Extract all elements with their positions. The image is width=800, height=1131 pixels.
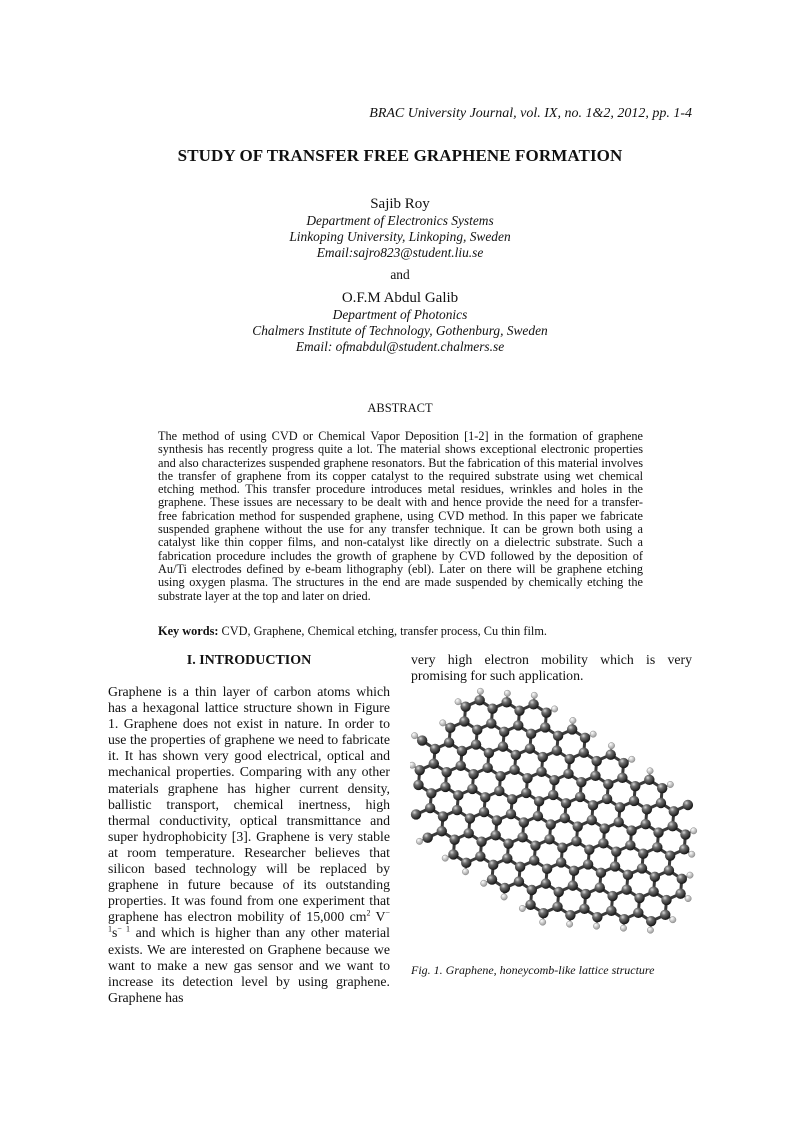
carbon-atom [445, 723, 455, 733]
carbon-atom [498, 741, 508, 751]
carbon-atom [587, 815, 597, 825]
carbon-atom [495, 771, 505, 781]
hydrogen-atom [410, 762, 415, 768]
carbon-atom [615, 802, 625, 812]
carbon-atom [415, 765, 425, 775]
hydrogen-atom [566, 921, 572, 927]
carbon-atom [460, 701, 470, 711]
carbon-atom [667, 821, 677, 831]
author-name-1: Sajib Roy [370, 196, 430, 212]
carbon-atom [533, 811, 543, 821]
carbon-atom [486, 718, 496, 728]
carbon-atom [484, 748, 494, 758]
carbon-atom [426, 788, 436, 798]
hydrogen-atom [690, 828, 696, 834]
carbon-atom [553, 731, 563, 741]
carbon-atom [642, 804, 652, 814]
carbon-atom [650, 872, 660, 882]
carbon-atom [546, 819, 556, 829]
carbon-atom [471, 739, 481, 749]
carbon-atom [683, 800, 693, 810]
carbon-atom [567, 724, 577, 734]
carbon-atom [457, 746, 467, 756]
carbon-atom [648, 886, 658, 896]
carbon-atom [429, 759, 439, 769]
carbon-atom [588, 800, 598, 810]
hydrogen-atom [685, 895, 691, 901]
unit-exponent-v: − 1 [108, 908, 391, 934]
graphene-lattice-figure [410, 686, 698, 956]
carbon-atom [517, 832, 527, 842]
carbon-atom [492, 815, 502, 825]
carbon-atom [610, 861, 620, 871]
carbon-atom [452, 805, 462, 815]
keywords-label: Key words: [158, 624, 219, 638]
carbon-atom [527, 885, 537, 895]
carbon-atom [626, 825, 636, 835]
carbon-atom [637, 863, 647, 873]
carbon-atom [561, 798, 571, 808]
hydrogen-atom [481, 880, 487, 886]
carbon-atom [541, 707, 551, 717]
carbon-atom [579, 747, 589, 757]
carbon-atom [502, 853, 512, 863]
author-email-2: Email: ofmabdul@student.chalmers.se [295, 339, 505, 354]
carbon-atom [596, 868, 606, 878]
intro-text-part2: and which is higher than any other material exists. We are interested on Graphene because we want to make a new gas sensor and we want to increase its detection level by using graphene. Graphene has [108, 925, 391, 1005]
carbon-atom [479, 807, 489, 817]
carbon-atom [646, 916, 656, 926]
carbon-atom [441, 767, 451, 777]
carbon-atom [487, 874, 497, 884]
unit-v: V [370, 909, 386, 925]
hydrogen-atom [416, 838, 422, 844]
carbon-atom [665, 851, 675, 861]
carbon-atom [607, 891, 617, 901]
hydrogen-atom [477, 688, 483, 694]
intro-text-part1: Graphene is a thin layer of carbon atoms which has a hexagonal lattice structure shown in Figure 1. Graphene does not exist in nature. In order to use the properties of graphene we need to fabricate it. It has shown very good electrical, optical and mechanical properties. Comparing with any other materials graphene has higher current density, ballistic transport, chemical inertness, high thermal conductivity, optical transmittance and super hydrophobicity [3]. Graphene is very stable at room temperature. Researcher believes that silicon based technology will be replaced by graphene in future because of its outstanding properties. It was found from one experiment that graphene has electron mobility of 15,000 cm [108, 684, 390, 925]
carbon-atom [430, 744, 440, 754]
author-dept-2: Department of Photonics [332, 307, 468, 322]
carbon-atom [580, 889, 590, 899]
hydrogen-atom [455, 699, 461, 705]
unit-exponent-s: − 1 [117, 924, 131, 934]
carbon-atom [538, 752, 548, 762]
carbon-atom [571, 836, 581, 846]
carbon-atom [568, 880, 578, 890]
carbon-atom [598, 838, 608, 848]
intro-column-left [108, 684, 390, 1006]
carbon-atom [468, 769, 478, 779]
carbon-atom [619, 914, 629, 924]
carbon-atom [528, 699, 538, 709]
carbon-atom [511, 750, 521, 760]
carbon-atom [526, 729, 536, 739]
carbon-atom [552, 902, 562, 912]
carbon-atom [459, 716, 469, 726]
carbon-atom [630, 781, 640, 791]
carbon-atom [513, 720, 523, 730]
hydrogen-atom [411, 732, 417, 738]
carbon-atom [669, 806, 679, 816]
carbon-atom [640, 819, 650, 829]
carbon-atom [538, 908, 548, 918]
carbon-atom [575, 792, 585, 802]
author-institution-2: Chalmers Institute of Technology, Gothenburg, Sweden [252, 323, 548, 338]
carbon-atom [440, 782, 450, 792]
carbon-atom [560, 813, 570, 823]
carbon-atom [515, 862, 525, 872]
carbon-atom [521, 788, 531, 798]
carbon-atom [549, 775, 559, 785]
carbon-atom [656, 798, 666, 808]
carbon-atom [680, 829, 690, 839]
carbon-atom [576, 777, 586, 787]
carbon-atom [464, 828, 474, 838]
hydrogen-atom [608, 742, 614, 748]
hydrogen-atom [551, 706, 557, 712]
carbon-atom [480, 792, 490, 802]
carbon-atom [525, 900, 535, 910]
hydrogen-atom [539, 919, 545, 925]
hydrogen-atom [442, 855, 448, 861]
carbon-atom [657, 783, 667, 793]
carbon-atom [614, 817, 624, 827]
carbon-atom [606, 906, 616, 916]
carbon-atom [652, 842, 662, 852]
unit-exponent-cm: 2 [366, 908, 371, 918]
carbon-atom [565, 910, 575, 920]
carbon-atom [634, 893, 644, 903]
carbon-atom [675, 888, 685, 898]
carbon-atom [506, 809, 516, 819]
carbon-atom [449, 834, 459, 844]
unit-s: s [112, 925, 118, 941]
carbon-atom [544, 834, 554, 844]
carbon-atom [661, 895, 671, 905]
carbon-atom [617, 773, 627, 783]
carbon-atom [569, 866, 579, 876]
carbon-atom [467, 784, 477, 794]
author-institution-1: Linkoping University, Linkoping, Sweden [289, 229, 511, 244]
carbon-atom [472, 725, 482, 735]
carbon-atom [633, 908, 643, 918]
carbon-atom [660, 910, 670, 920]
carbon-atom [503, 838, 513, 848]
hydrogen-atom [593, 923, 599, 929]
carbon-atom [623, 870, 633, 880]
carbon-atom [583, 859, 593, 869]
carbon-atom [556, 857, 566, 867]
hydrogen-atom [647, 927, 653, 933]
carbon-atom [606, 749, 616, 759]
carbon-atom [482, 763, 492, 773]
carbon-atom [417, 735, 427, 745]
carbon-atom [499, 727, 509, 737]
keywords [158, 624, 643, 639]
carbon-atom [438, 811, 448, 821]
keywords-list: CVD, Graphene, Chemical etching, transfer process, Cu thin film. [218, 624, 547, 638]
carbon-atom [413, 780, 423, 790]
carbon-atom [476, 836, 486, 846]
carbon-atom [579, 904, 589, 914]
hydrogen-atom [667, 781, 673, 787]
carbon-atom [534, 796, 544, 806]
carbon-atom [525, 743, 535, 753]
carbon-atom [592, 912, 602, 922]
carbon-atom [602, 794, 612, 804]
carbon-atom [461, 858, 471, 868]
carbon-atom [425, 803, 435, 813]
carbon-atom [519, 817, 529, 827]
carbon-atom [509, 765, 519, 775]
carbon-atom [590, 771, 600, 781]
carbon-atom [679, 844, 689, 854]
carbon-atom [584, 844, 594, 854]
author-separator: and [390, 267, 410, 282]
carbon-atom [422, 832, 432, 842]
carbon-atom [522, 773, 532, 783]
carbon-atom [599, 823, 609, 833]
carbon-atom [638, 849, 648, 859]
carbon-atom [644, 775, 654, 785]
carbon-atom [557, 842, 567, 852]
hydrogen-atom [629, 756, 635, 762]
carbon-atom [501, 697, 511, 707]
carbon-atom [474, 695, 484, 705]
carbon-atom [591, 756, 601, 766]
carbon-atom [500, 883, 510, 893]
journal-citation: BRAC University Journal, vol. IX, no. 1&2, 2012, pp. 1-4 [369, 106, 692, 121]
carbon-atom [487, 703, 497, 713]
carbon-atom [618, 758, 628, 768]
author-dept-1: Department of Electronics Systems [306, 213, 494, 228]
abstract-body: The method of using CVD or Chemical Vapor Deposition [1-2] in the formation of graphene synthesis has recently progress quite a lot. The material shows exceptional electronic properties and also characterizes suspended graphene resonators. But the fabrication of this material involves the transfer of graphene from its copper catalyst to the required substrate using wet chemical etching method. This transfer procedure introduces metal residues, wrinkles and holes in the graphene. These issues are necessary to be dealt with and hence provide the need for a transfer-free fabrication method for suspended graphene, using CVD method. In this paper we fabricate suspended graphene without the use for any transfer technique. It can be grown both using a catalyst like thin copper films, and non-catalyst like directly on a dielectric substrate. Such a fabrication procedure includes the growth of graphene by CVD followed by the deposition of Au/Ti electrodes defined by e-beam lithography (ebl). Later on there will be graphene etching using oxygen plasma. The structures in the end are made suspended by chemically etching the substrate layer at the top and later on dried. [158, 429, 643, 603]
intro-column-right: very high electron mobility which is very promising for such application. [411, 652, 692, 684]
carbon-atom [465, 813, 475, 823]
carbon-atom [530, 840, 540, 850]
hydrogen-atom [462, 869, 468, 875]
hydrogen-atom [501, 894, 507, 900]
carbon-atom [453, 790, 463, 800]
carbon-atom [448, 849, 458, 859]
hydrogen-atom [687, 872, 693, 878]
carbon-atom [625, 840, 635, 850]
carbon-atom [542, 864, 552, 874]
carbon-atom [507, 794, 517, 804]
hydrogen-atom [620, 925, 626, 931]
carbon-atom [488, 860, 498, 870]
carbon-atom [437, 826, 447, 836]
carbon-atom [629, 796, 639, 806]
carbon-atom [411, 809, 421, 819]
carbon-atom [552, 745, 562, 755]
hydrogen-atom [519, 905, 525, 911]
carbon-atom [603, 779, 613, 789]
carbon-atom [621, 884, 631, 894]
carbon-atom [565, 754, 575, 764]
carbon-atom [475, 851, 485, 861]
carbon-atom [572, 821, 582, 831]
author-name-2: O.F.M Abdul Galib [341, 290, 459, 306]
paper-title: STUDY OF TRANSFER FREE GRAPHENE FORMATION [177, 146, 623, 165]
carbon-atom [677, 874, 687, 884]
hydrogen-atom [647, 768, 653, 774]
carbon-atom [611, 846, 621, 856]
carbon-atom [456, 761, 466, 771]
section-heading-introduction: I. INTRODUCTION [186, 653, 312, 668]
hydrogen-atom [590, 731, 596, 737]
hydrogen-atom [504, 690, 510, 696]
carbon-atom [563, 769, 573, 779]
hydrogen-atom [670, 917, 676, 923]
carbon-atom [653, 827, 663, 837]
carbon-atom [541, 878, 551, 888]
carbon-atom [595, 882, 605, 892]
abstract-heading: ABSTRACT [367, 401, 433, 415]
carbon-atom [540, 722, 550, 732]
carbon-atom [514, 876, 524, 886]
carbon-atom [444, 737, 454, 747]
carbon-atom [490, 830, 500, 840]
hydrogen-atom [531, 692, 537, 698]
carbon-atom [536, 767, 546, 777]
figure-caption: Fig. 1. Graphene, honeycomb-like lattice structure [411, 963, 655, 977]
carbon-atom [664, 865, 674, 875]
hydrogen-atom [689, 851, 695, 857]
carbon-atom [548, 790, 558, 800]
carbon-atom [514, 705, 524, 715]
carbon-atom [494, 786, 504, 796]
hydrogen-atom [440, 720, 446, 726]
author-email-1: Email:sajro823@student.liu.se [316, 245, 484, 260]
carbon-atom [529, 855, 539, 865]
carbon-atom [580, 733, 590, 743]
carbon-atom [554, 887, 564, 897]
hydrogen-atom [570, 717, 576, 723]
